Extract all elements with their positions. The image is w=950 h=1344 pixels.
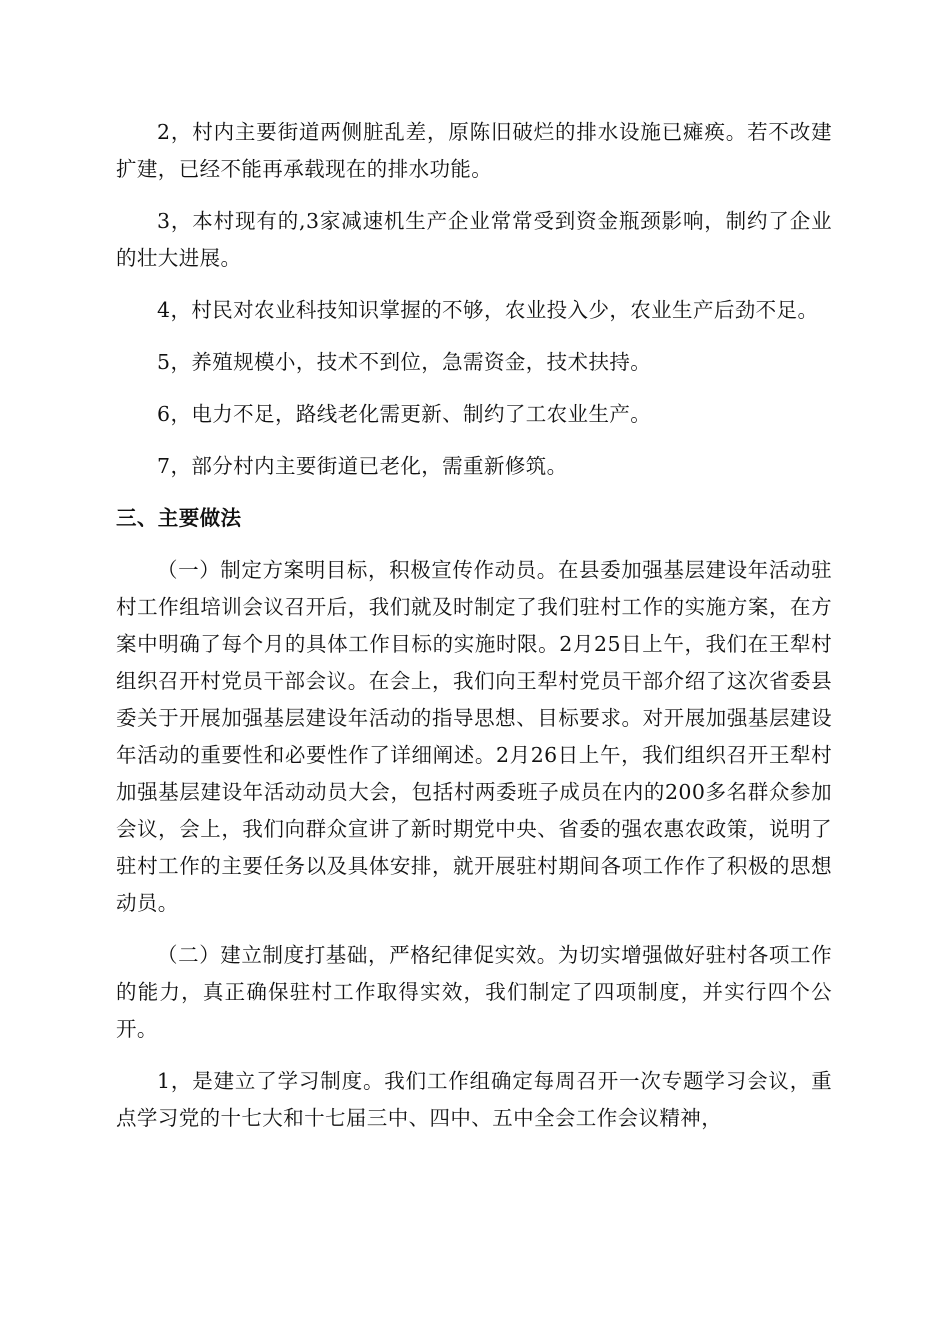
paragraph: （二）建立制度打基础，严格纪律促实效。为切实增强做好驻村各项工作的能力，真正确保驻村工作取得实效，我们制定了四项制度，并实行四个公开。 bbox=[116, 943, 832, 1041]
paragraph: 4，村民对农业科技知识掌握的不够，农业投入少，农业生产后劲不足。 bbox=[157, 298, 819, 322]
section-heading: 三、主要做法 bbox=[116, 506, 242, 530]
paragraph: 6，电力不足，路线老化需更新、制约了工农业生产。 bbox=[157, 402, 652, 426]
paragraph: 2，村内主要街道两侧脏乱差，原陈旧破烂的排水设施已瘫痪。若不改建扩建，已经不能再承载现在的排水功能。 bbox=[116, 120, 832, 181]
document-body bbox=[116, 114, 832, 1152]
paragraph: 1，是建立了学习制度。我们工作组确定每周召开一次专题学习会议，重点学习党的十七大和十七届三中、四中、五中全会工作会议精神， bbox=[116, 1069, 832, 1130]
paragraph: 3，本村现有的,3家减速机生产企业常常受到资金瓶颈影响，制约了企业的壮大进展。 bbox=[116, 209, 832, 270]
paragraph: （一）制定方案明目标，积极宣传作动员。在县委加强基层建设年活动驻村工作组培训会议召开后，我们就及时制定了我们驻村工作的实施方案，在方案中明确了每个月的具体工作目标的实施时限。2月25日上午，我们在王犁村组织召开村党员干部会议。在会上，我们向王犁村党员干部介绍了这次省委县委关于开展加强基层建设年活动的指导思想、目标要求。对开展加强基层建设年活动的重要性和必要性作了详细阐述。2月26日上午，我们组织召开王犁村加强基层建设年活动动员大会，包括村两委班子成员在内的200多名群众参加会议，会上，我们向群众宣讲了新时期党中央、省委的强农惠农政策，说明了驻村工作的主要任务以及具体安排，就开展驻村期间各项工作作了积极的思想动员。 bbox=[116, 558, 832, 915]
paragraph: 5，养殖规模小，技术不到位，急需资金，技术扶持。 bbox=[157, 350, 652, 374]
paragraph: 7，部分村内主要街道已老化，需重新修筑。 bbox=[157, 454, 568, 478]
